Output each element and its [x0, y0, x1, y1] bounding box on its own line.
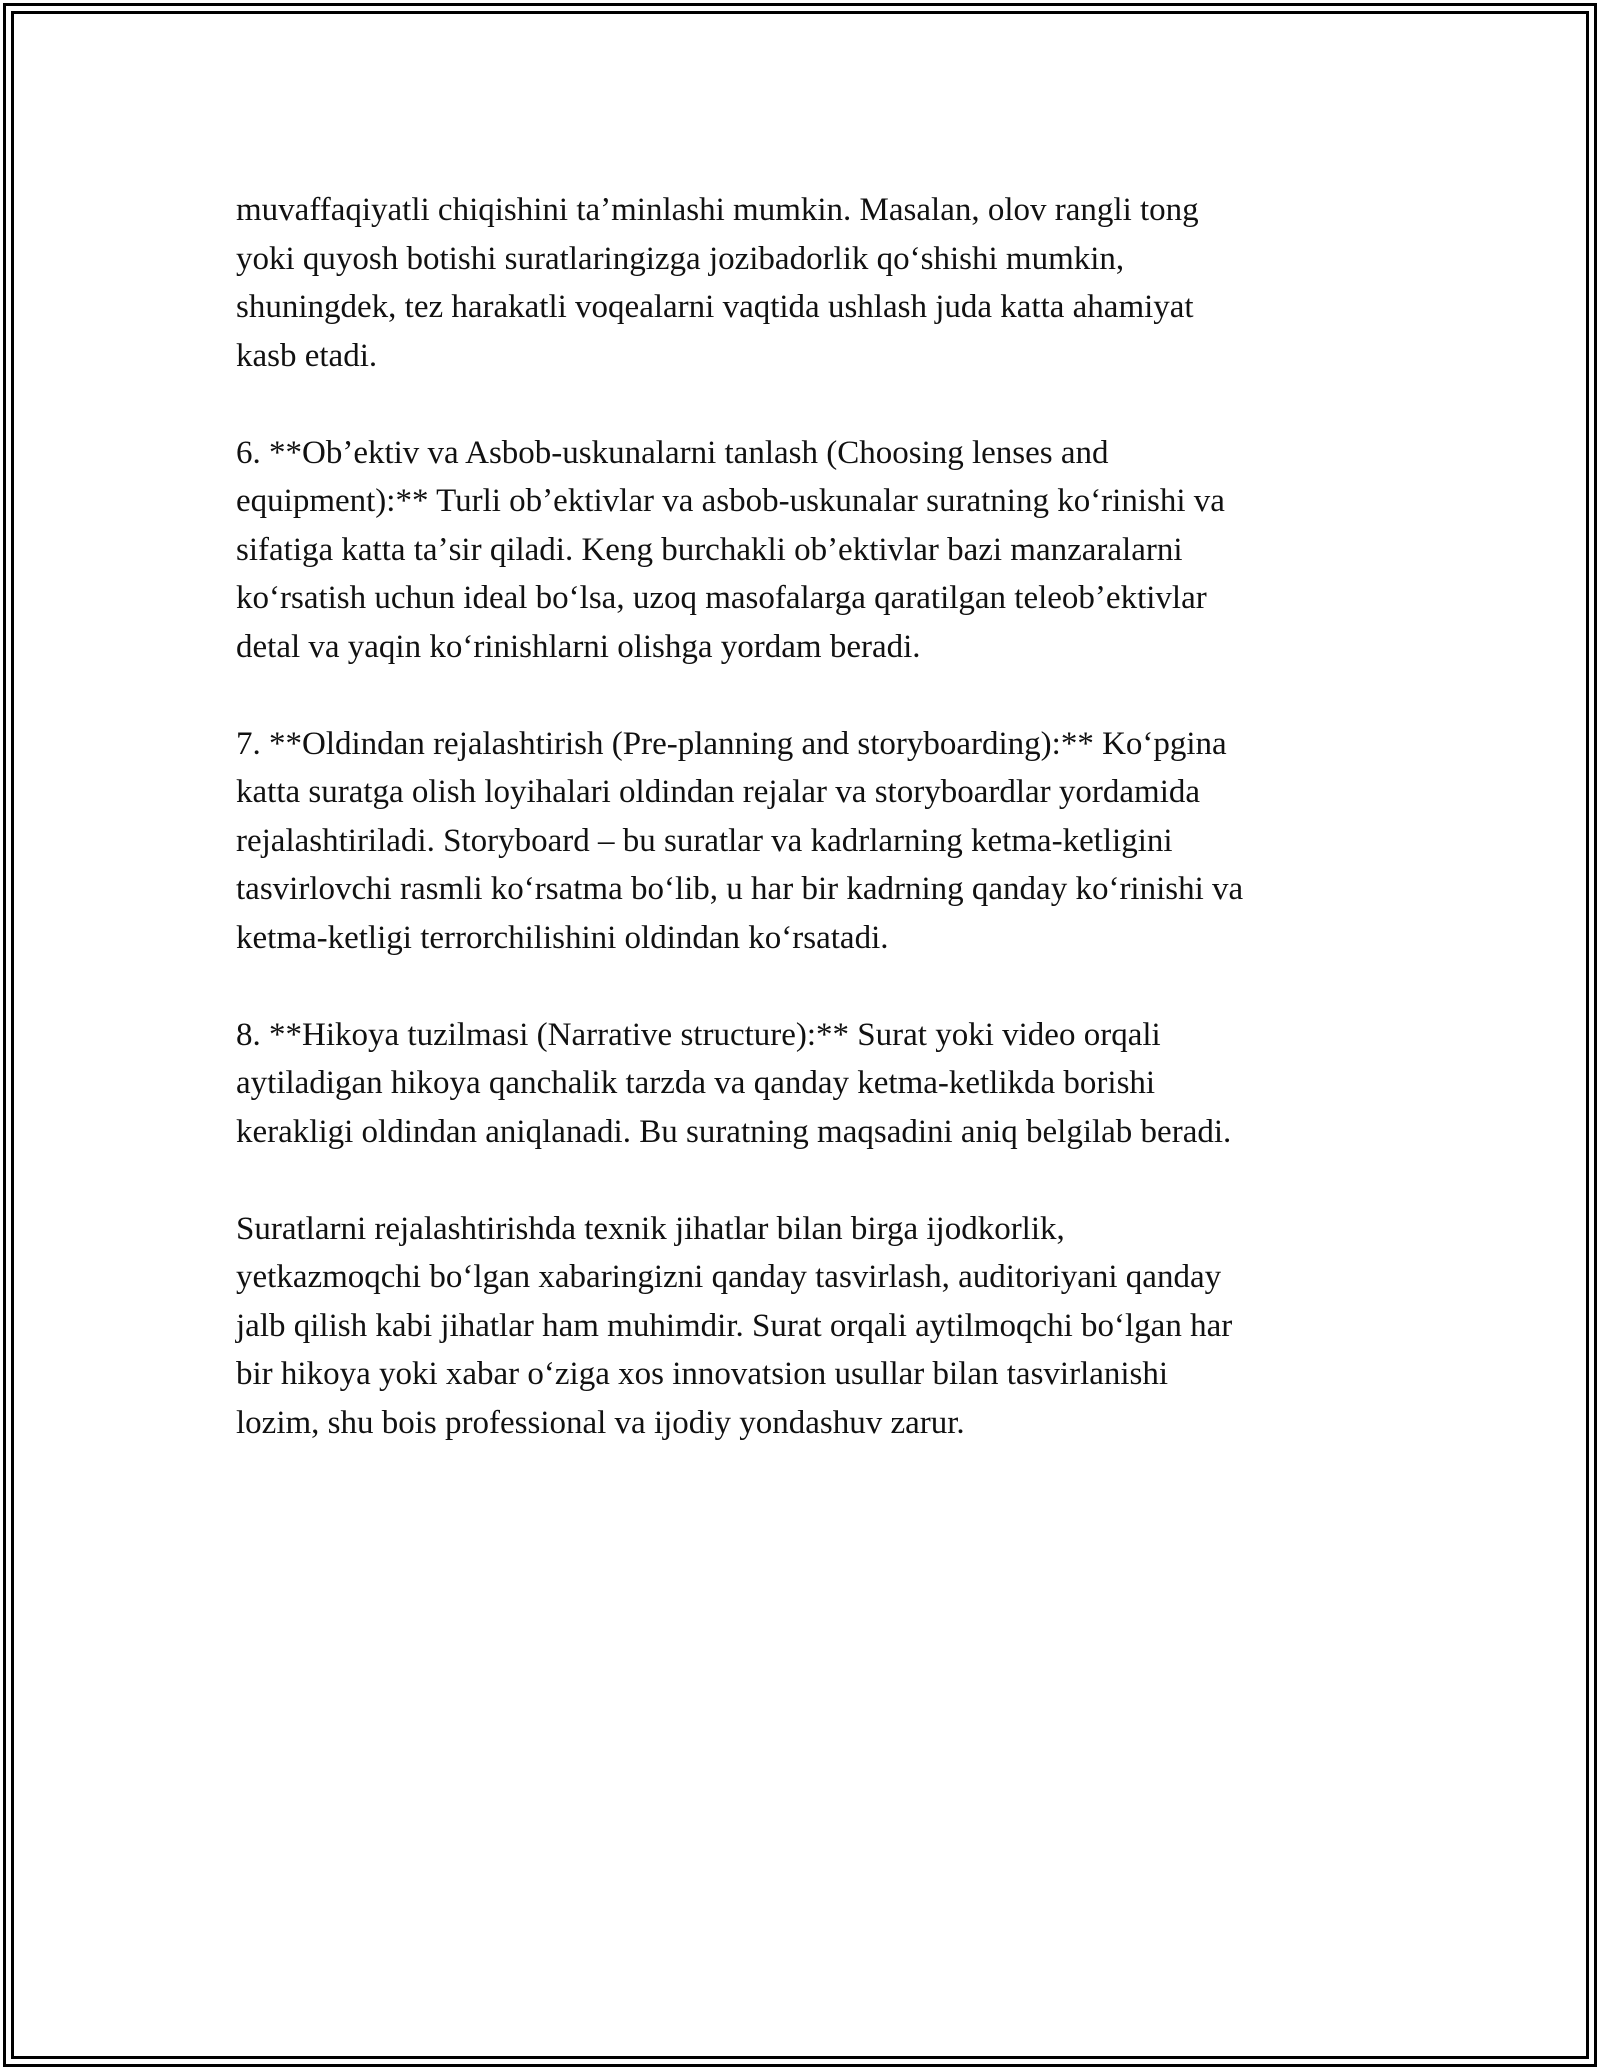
paragraph-item-7-preplanning: 7. **Oldindan rejalashtirish (Pre-planning and storyboarding):** Koʻpgina katta suratga olish loyihalari oldindan rejalar va storyboardlar yordamida rejalashtiriladi. Storyboard – bu suratlar va kadrlarning ketma-ketligini tasvirlovchi rasmli koʻrsatma boʻlib, u har bir kadrning qanday koʻrinishi va ketma-ketligi terrorchilishini oldindan koʻrsatadi.: [236, 725, 1244, 956]
paragraph-item-8-narrative: 8. **Hikoya tuzilmasi (Narrative structure):** Surat yoki video orqali aytiladigan hikoya qanchalik tarzda va qanday ketma-ketlikda borishi kerakligi oldindan aniqlanadi. Bu suratning maqsadini aniq belgilab beradi.: [236, 1016, 1232, 1150]
paragraph-conclusion: Suratlarni rejalashtirishda texnik jihatlar bilan birga ijodkorlik, yetkazmoqchi boʻlgan xabaringizni qanday tasvirlash, auditoriyani qanday jalb qilish kabi jihatlar ham muhimdir. Surat orqali aytilmoqchi boʻlgan har bir hikoya yoki xabar oʻziga xos innovatsion usullar bilan tasvirlanishi lozim, shu bois professional va ijodiy yondashuv zarur.: [236, 1210, 1233, 1441]
paragraph-intro-continuation: muvaffaqiyatli chiqishini taʼminlashi mumkin. Masalan, olov rangli tong yoki quyosh botishi suratlaringizga jozibadorlik qoʻshishi mumkin, shuningdek, tez harakatli voqealarni vaqtida ushlash juda katta ahamiyat kasb etadi.: [236, 192, 1199, 374]
paragraph-item-6-lenses: 6. **Obʼektiv va Asbob-uskunalarni tanlash (Choosing lenses and equipment):** Turli obʼektivlar va asbob-uskunalar suratning koʻrinishi va sifatiga katta taʼsir qiladi. Keng burchakli obʼektivlar bazi manzaralarni koʻrsatish uchun ideal boʻlsa, uzoq masofalarga qaratilgan teleobʼektivlar detal va yaqin koʻrinishlarni olishga yordam beradi.: [236, 434, 1225, 665]
document-body: [236, 186, 1366, 1447]
